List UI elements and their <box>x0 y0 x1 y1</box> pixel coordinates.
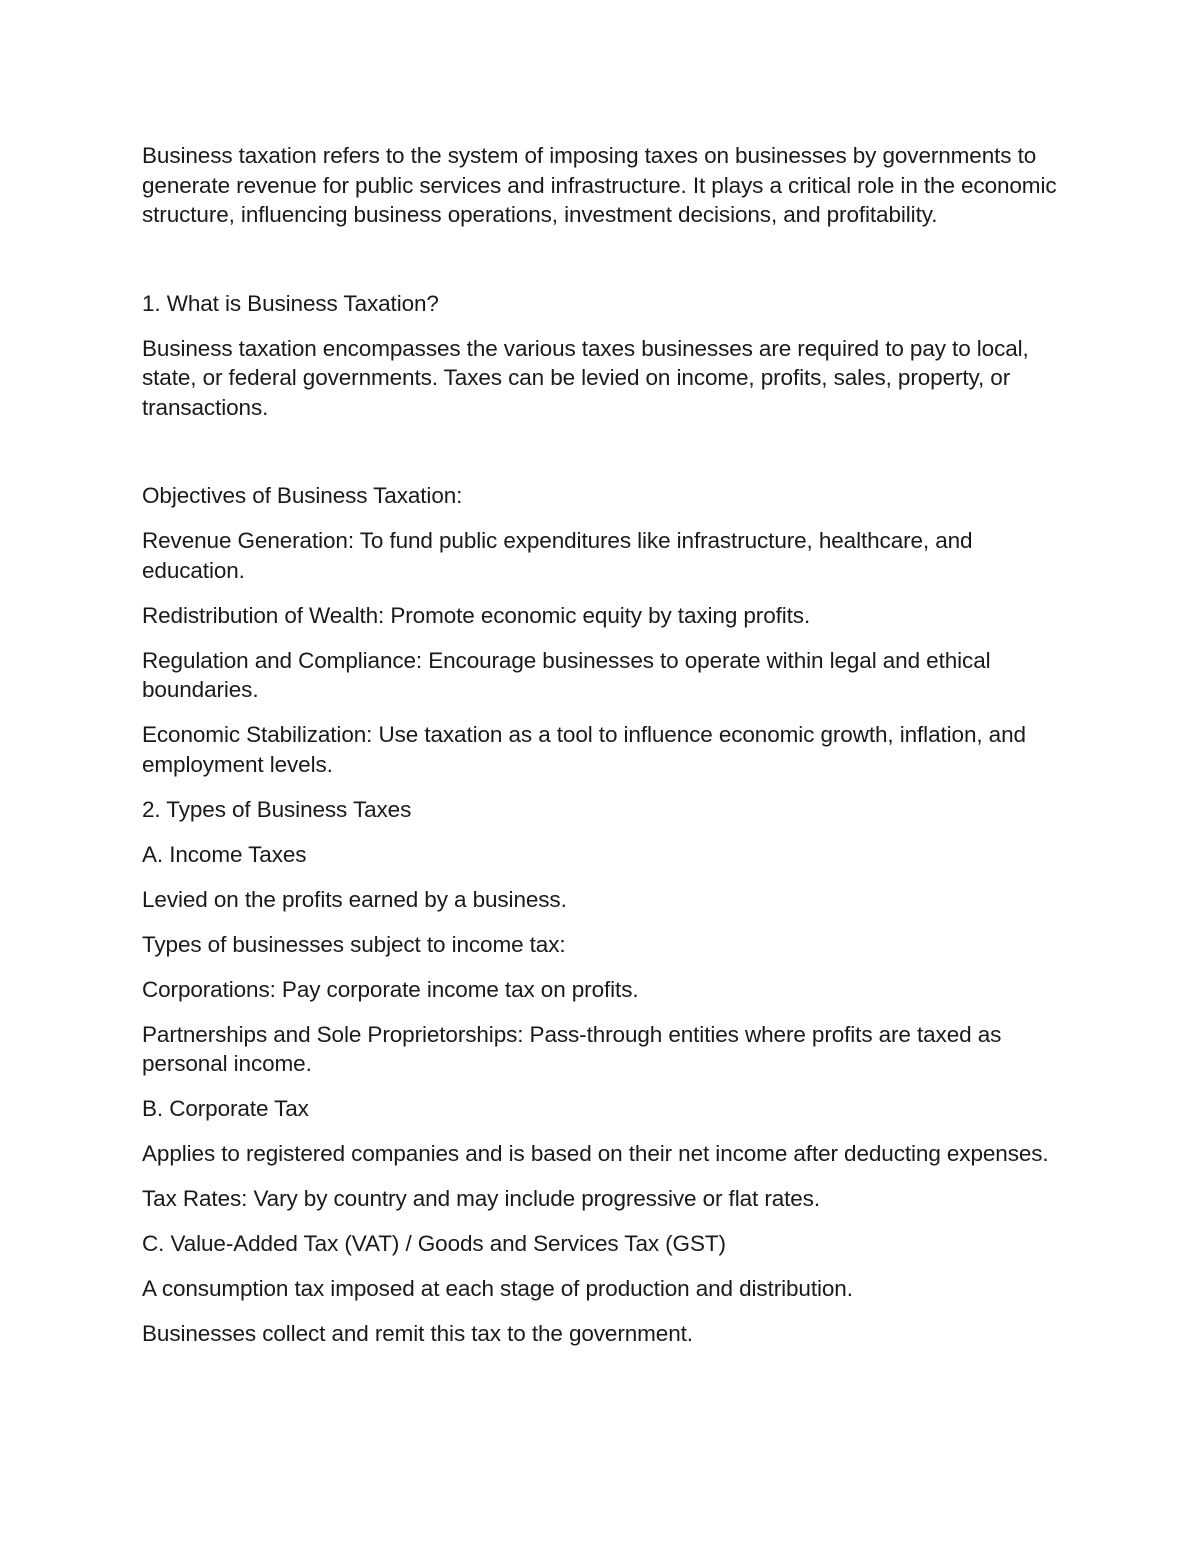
vat-gst-heading: C. Value-Added Tax (VAT) / Goods and Services Tax (GST) <box>142 1231 726 1256</box>
objective-item: Economic Stabilization: Use taxation as a tool to influence economic growth, inflation, and employment levels. <box>142 722 1026 777</box>
income-taxes-line: Levied on the profits earned by a business. <box>142 886 567 912</box>
document-body <box>142 141 1062 1364</box>
objective-item: Revenue Generation: To fund public expenditures like infrastructure, healthcare, and education. <box>142 528 973 583</box>
corporate-tax-line: Applies to registered companies and is based on their net income after deducting expenses. <box>142 1141 1049 1166</box>
section-1-heading: 1. What is Business Taxation? <box>142 290 439 316</box>
income-taxes-line: Corporations: Pay corporate income tax on profits. <box>142 976 639 1002</box>
objective-item: Regulation and Compliance: Encourage businesses to operate within legal and ethical boundaries. <box>142 647 991 702</box>
corporate-tax-line: Tax Rates: Vary by country and may include progressive or flat rates. <box>142 1186 820 1211</box>
vat-gst-line: A consumption tax imposed at each stage of production and distribution. <box>142 1276 853 1301</box>
income-taxes-line: Types of businesses subject to income tax: <box>142 931 566 957</box>
income-taxes-line: Partnerships and Sole Proprietorships: Pass-through entities where profits are taxed as personal income. <box>142 1021 1002 1076</box>
income-taxes-heading: A. Income Taxes <box>142 841 307 867</box>
corporate-tax-heading: B. Corporate Tax <box>142 1096 309 1121</box>
vat-gst-line: Businesses collect and remit this tax to the government. <box>142 1321 693 1346</box>
objective-item: Redistribution of Wealth: Promote economic equity by taxing profits. <box>142 602 811 628</box>
section-1-body: Business taxation encompasses the various taxes businesses are required to pay to local, state, or federal governments. Taxes can be levied on income, profits, sales, property, or transactions. <box>142 335 1029 420</box>
intro-paragraph: Business taxation refers to the system of imposing taxes on businesses by governments to generate revenue for public services and infrastructure. It plays a critical role in the economic structure, influencing business operations, investment decisions, and profitability. <box>142 143 1057 227</box>
section-2-heading: 2. Types of Business Taxes <box>142 796 412 822</box>
objectives-heading: Objectives of Business Taxation: <box>142 483 463 508</box>
